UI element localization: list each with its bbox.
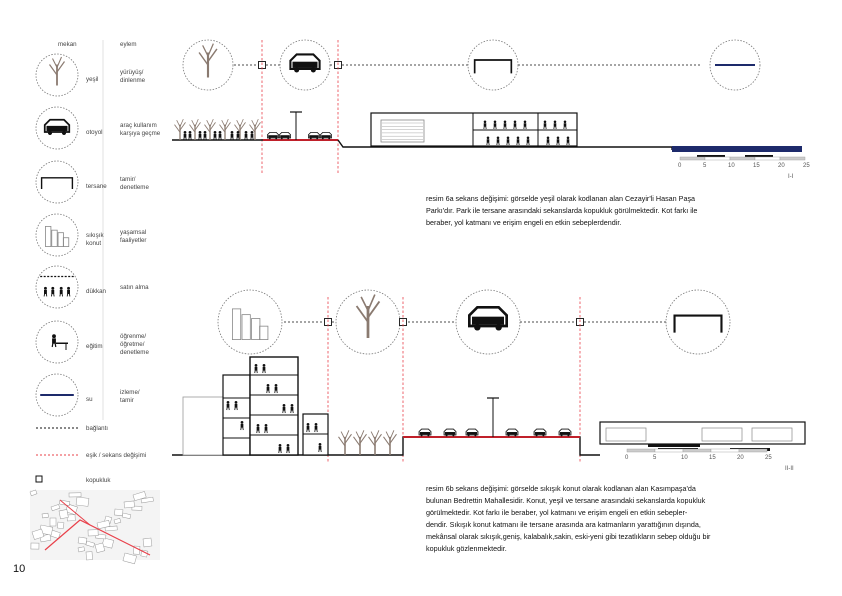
legend-header-eylem: eylem [120,41,137,48]
person-icon [184,131,187,140]
tree-icon [369,430,382,455]
caption-line: mekânsal olarak sıkışık,geniş, kalabalık,sakin, eski-yeni gibi tezatlıkların sebep olduğu bir [426,532,711,541]
desk [56,343,68,345]
map-block [95,543,105,553]
caption-line: resim 6a sekans değişimi: görselde yeşil olarak kodlanan alan Cezayir'li Hasan Paşa [426,194,696,203]
building [223,375,250,455]
scale-label: 15 [709,455,716,461]
map-block [57,522,64,529]
map-block [69,493,81,497]
section-label: I-I [788,174,794,180]
car-icon [320,132,331,139]
building [183,397,223,455]
scale-label: 5 [703,163,707,169]
tree-icon [354,430,367,455]
map-block [50,518,56,526]
legend-eylem: tamir [120,397,134,404]
map-block [76,497,89,506]
scale-label: 10 [728,163,735,169]
legend-eylem: yürüyüş/ [120,69,144,76]
scale-segment [680,157,705,160]
legend-eylem: karşıya geçme [120,130,161,137]
map-block [143,538,152,547]
person-icon [237,131,240,140]
legend-kopukluk: kopukluk [86,477,111,484]
map-block [124,501,135,508]
kopukluk-symbol [36,476,42,482]
caption-line: dendir. Sıkışık konut katmanı ile tersane arasında ara katmanların yarattığının dışında, [426,520,701,529]
shipyard-door [702,428,742,441]
site-map-thumbnail [30,490,160,564]
legend-eylem: öğretme/ [120,341,145,348]
map-block [31,543,39,549]
map-block [42,513,48,518]
scale-segment [780,157,805,160]
shipyard-door [752,428,792,441]
legend-mekan: dükkan [86,288,106,295]
car-icon [469,307,506,330]
car-icon [267,132,278,139]
caption-line: beraber, yol katmanı ve erişim engeli en etkin sebeplerdendir. [426,218,622,227]
legend-eylem: araç kullanım [120,122,157,129]
caption-line: Parkı'dır. Park ile tersane arasındaki sekanslarda kopukluk görülmektedir. Kot farkı ile [426,206,698,215]
legend-mekan: konut [86,240,102,247]
scale-label: 20 [737,455,744,461]
car-icon [466,429,478,436]
scale-segment [683,449,711,452]
legend-baglanti: bağlantı [86,425,109,432]
person-icon [231,131,234,140]
legend-eylem: denetleme [120,349,149,356]
person-icon [245,131,248,140]
legend-eylem: izleme/ [120,389,140,396]
car-icon [534,429,546,436]
map-block [78,537,87,544]
car-icon [419,429,431,436]
person-icon [199,131,202,140]
shipyard-door [606,428,646,441]
page-number: 10 [13,563,26,575]
water-body [672,146,802,152]
person-icon [251,131,254,140]
legend-mekan: eğitim [86,343,103,350]
scale-label: 0 [678,163,682,169]
tree-icon [339,430,352,455]
legend-mekan: sıkışık [86,232,104,239]
scale-label: 20 [778,163,785,169]
caption-line: resim 6b sekans değişimi: görselde sıkışık konut olarak kodlanan alan Kasımpaşa'da [426,484,696,493]
legend-eylem: öğrenme/ [120,333,147,340]
caption-line: kopukluk gözlenmektedir. [426,544,507,553]
car-icon [45,120,70,135]
person-icon [219,131,222,140]
legend [30,40,161,564]
person-icon [189,131,192,140]
car-icon [559,429,571,436]
shipyard-icon-circle [468,40,518,90]
scale-segment [627,449,655,452]
legend-mekan: otoyol [86,129,103,136]
caption-line: bulunan Bedrettin Mahallesidir. Konut, yeşil ve tersane arasındaki sekanslarda kopukluk [426,496,706,505]
section-2 [172,290,805,472]
map-block [114,509,122,516]
tree-icon [384,430,397,455]
scale-segment [655,449,683,452]
shop-icon-circle [36,266,78,308]
legend-eylem: yaşamsal [120,229,147,236]
scale-segment [711,449,739,452]
shipyard-door [381,120,424,142]
school-icon-circle [36,321,78,363]
legend-eylem: tamir/ [120,176,136,183]
legend-mekan: yeşil [86,76,99,83]
section-label: II-II [785,466,794,472]
legend-eylem: dinlenme [120,77,146,84]
map-block [59,509,68,518]
legend-mekan: tersane [86,183,107,190]
legend-eylem: satın alma [120,284,149,291]
legend-eylem: faaliyetler [120,237,147,244]
scale-label: 10 [681,455,688,461]
scale-segment [705,157,730,160]
person-icon [204,131,207,140]
person-icon [214,131,217,140]
scale-label: 25 [765,455,772,461]
scale-segment [755,157,780,160]
caption-line: görülmektedir. Kot farkı ile beraber, yol katmanı ve erişim engeli en etkin sebepler- [426,508,688,517]
car-icon [279,132,290,139]
legend-eylem: denetleme [120,184,149,191]
scale-label: 25 [803,163,810,169]
scale-segment [739,449,767,452]
map-bg [30,490,160,560]
scale-label: 15 [753,163,760,169]
legend-header-mekan: mekan [58,41,77,48]
section-1 [172,40,810,180]
car-icon [290,54,319,72]
map-block [86,552,93,560]
tree-icon [235,119,246,140]
scale-label: 5 [653,455,657,461]
car-icon [444,429,456,436]
caption-1 [426,193,806,229]
legend-mekan: su [86,396,93,403]
legend-esik: eşik / sekans değişimi [86,452,147,459]
car-icon [308,132,319,139]
scale-segment [730,157,755,160]
scale-label: 0 [625,455,629,461]
car-icon [506,429,518,436]
caption-2 [426,483,806,555]
map-block [88,530,98,536]
slab [648,444,700,447]
